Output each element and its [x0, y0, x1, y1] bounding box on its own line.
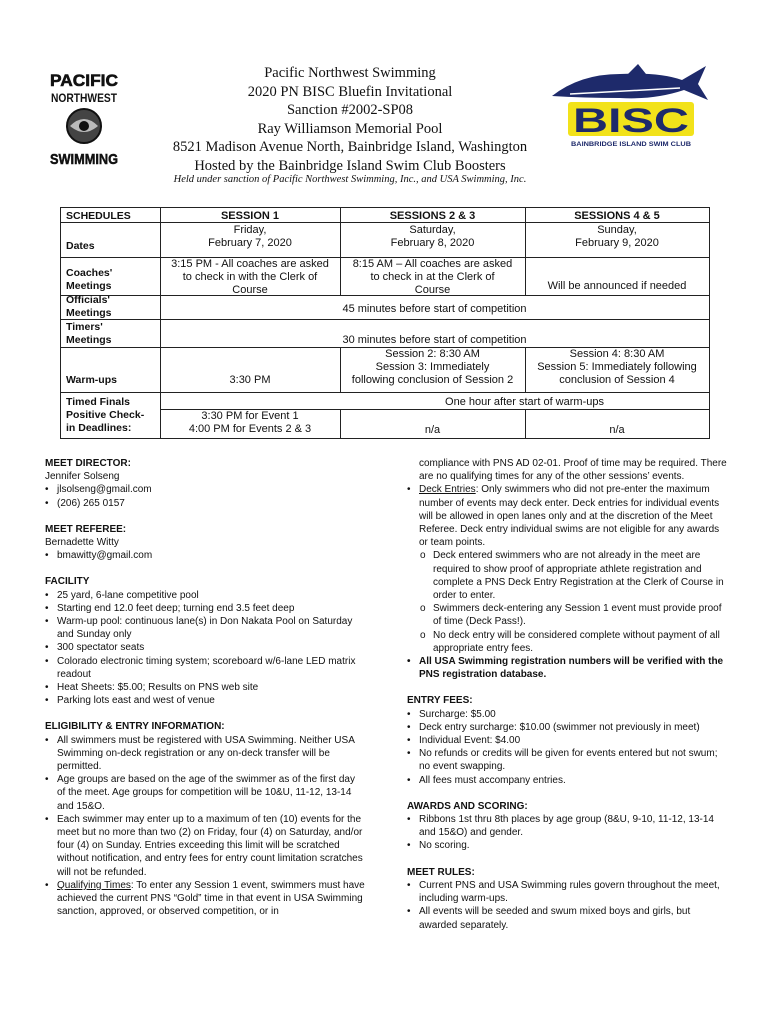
deck-entry-subitem: o No deck entry will be considered complete without payment of all appropriate entry fees.: [407, 629, 727, 655]
officials-label-line2: Meetings: [66, 307, 112, 319]
bisc-logo-subtitle: BAINBRIDGE ISLAND SWIM CLUB: [571, 141, 692, 148]
qualifying-times-text: : To enter any Session 1 event, swimmers must have achieved the current PNS “Gold” time in that event in USA Swimming sanction, approved, or observed competition, or in: [57, 879, 365, 918]
session1-day: Friday,: [233, 224, 267, 236]
meet-title: 2020 PN BISC Bluefin Invitational: [247, 83, 453, 100]
entry-fees-title: ENTRY FEES:: [407, 695, 473, 707]
sessions45-day: Sunday,: [597, 224, 637, 236]
officials-meetings-value: 45 minutes before start of competition: [342, 303, 527, 315]
meet-director-phone: • (206) 265 0157: [45, 497, 365, 510]
sessions23-date-text: February 8, 2020: [390, 237, 475, 249]
pool-address: 8521 Madison Avenue North, Bainbridge Island, Washington: [172, 139, 528, 155]
deadlines-label-line1: Positive Check-: [66, 409, 145, 421]
awards-item: • Ribbons 1st thru 8th places by age group (8&U, 9-10, 11-12, 13-14 and 15&O) and gender.: [407, 813, 727, 839]
host-line: Hosted by the Bainbridge Island Swim Club Boosters: [194, 157, 506, 174]
deck-entries-item: [407, 483, 727, 549]
eligibility-item: • All swimmers must be registered with USA Swimming. Neither USA Swimming on-deck registration or any on-deck transfer will be permitted.: [45, 734, 365, 774]
facility-item: • Starting end 12.0 feet deep; turning end 3.5 feet deep: [45, 602, 365, 615]
sessions23-date: [340, 224, 525, 250]
awards-title: AWARDS AND SCORING:: [407, 800, 528, 812]
timers-label-line1: Timers': [66, 321, 103, 333]
meet-director-email[interactable]: • jlsolseng@gmail.com: [45, 483, 365, 496]
sessions45-warmup: [525, 348, 709, 387]
qualifying-times-label: Qualifying Times: [57, 879, 131, 891]
facility-item: • Colorado electronic timing system; scoreboard w/6-lane LED matrix readout: [45, 655, 365, 681]
sessions23-coaches-line2: to check in at the Clerk of: [370, 271, 495, 283]
timed-finals-label: Timed Finals: [66, 396, 130, 408]
entry-fee-item: • Deck entry surcharge: $10.00 (swimmer not previously in meet): [407, 721, 727, 734]
deadlines-label-line2: in Deadlines:: [66, 422, 132, 434]
bisc-logo: [550, 62, 710, 150]
entry-fee-item: • No refunds or credits will be given for events entered but not swum; no event swapping.: [407, 747, 727, 773]
sanction-number: Sanction #2002-SP08: [286, 102, 414, 118]
meet-director-name: Jennifer Solseng: [45, 471, 120, 483]
meet-header: [150, 64, 550, 175]
sessions23-header: SESSIONS 2 & 3: [389, 210, 476, 222]
session1-date: [160, 224, 340, 250]
entry-fee-item: • Individual Event: $4.00: [407, 734, 727, 747]
sessions45-warmup-line2: Session 5: Immediately following: [537, 361, 697, 373]
coaches-label-line1: Coaches': [66, 267, 113, 279]
facility-title: FACILITY: [45, 576, 90, 588]
right-column: [407, 457, 727, 932]
dates-label: Dates: [66, 240, 95, 252]
session1-deadlines: [160, 410, 340, 436]
sessions23-day: Saturday,: [409, 224, 456, 236]
schedules-header: SCHEDULES: [66, 210, 131, 222]
pool-name: Ray Williamson Memorial Pool: [257, 120, 443, 137]
facility-item: • Warm-up pool: continuous lane(s) in Don Nakata Pool on Saturday and Sunday only: [45, 615, 365, 641]
eligibility-item: • Age groups are based on the age of the swimmer as of the first day of the meet. Age groups for competition will be 10&U, 11-12, 13-14 and 15&O.: [45, 773, 365, 813]
sessions23-warmup-line1: Session 2: 8:30 AM: [385, 348, 480, 360]
meet-rules-title: MEET RULES:: [407, 866, 475, 878]
sessions23-coaches: [340, 258, 525, 297]
facility-item: • 300 spectator seats: [45, 641, 365, 654]
warmups-label: Warm-ups: [66, 374, 117, 386]
meet-rules-item: • All events will be seeded and swum mixed boys and girls, but awarded separately.: [407, 905, 727, 931]
sessions23-coaches-line3: Course: [414, 284, 451, 296]
session1-coaches: [160, 258, 340, 297]
deck-entries-label: Deck Entries: [419, 484, 476, 496]
qualifying-times-continued: compliance with PNS AD 02-01. Proof of time may be required. There are no qualifying times for any of the other sessions’ events.: [419, 458, 727, 483]
sessions45-date: [525, 224, 709, 250]
entry-fee-item: • Surcharge: $5.00: [407, 708, 727, 721]
sessions45-header: SESSIONS 4 & 5: [574, 210, 660, 222]
meet-referee-name: Bernadette Witty: [45, 537, 119, 549]
bisc-logo-name: BISC: [573, 102, 689, 140]
officials-label-line1: Officials': [66, 294, 110, 306]
coaches-label-line2: Meetings: [66, 280, 112, 292]
pns-logo-top: PACIFIC: [50, 71, 118, 90]
sanction-note: Held under sanction of Pacific Northwest Swimming, Inc., and USA Swimming, Inc.: [173, 174, 527, 185]
pns-logo: [46, 64, 122, 172]
facility-item: • Parking lots east and west of venue: [45, 694, 365, 707]
sessions23-deadlines: n/a: [424, 424, 441, 436]
deck-entry-subitem: o Swimmers deck-entering any Session 1 event must provide proof of time (Deck Pass!).: [407, 602, 727, 628]
session1-coaches-line2: to check in with the Clerk of: [182, 271, 318, 283]
org-name: Pacific Northwest Swimming: [264, 65, 436, 81]
sessions45-coaches: Will be announced if needed: [547, 280, 687, 292]
timers-meetings-value: 30 minutes before start of competition: [342, 334, 527, 346]
session1-deadline-line2: 4:00 PM for Events 2 & 3: [188, 423, 312, 435]
deck-entries-text: : Only swimmers who did not pre-enter the maximum number of events may deck enter. Deck entries for individual events will be allowed in open lanes only and at the discretion of the Meet Referee. Deck entry individual swims are not eligible for any awards or team points.: [419, 484, 720, 549]
sessions23-warmup-line2: Session 3: Immediately: [375, 361, 490, 373]
timed-finals-value: One hour after start of warm-ups: [445, 396, 604, 408]
meet-referee-title: MEET REFEREE:: [45, 523, 127, 535]
sessions23-warmup-line3: following conclusion of Session 2: [351, 374, 514, 386]
session1-deadline-line1: 3:30 PM for Event 1: [201, 410, 299, 422]
facility-item: • 25 yard, 6-lane competitive pool: [45, 589, 365, 602]
meet-director-title: MEET DIRECTOR:: [45, 458, 131, 469]
eligibility-item: • Each swimmer may enter up to a maximum of ten (10) events for the meet but no more than two (2) on Friday, four (4) on Saturday, and/or four (4) on Sunday. Entries exceeding this limit will be scratched without notification, and entry fees for entry count limitation scratches will not be refunded.: [45, 813, 365, 879]
session1-coaches-line3: Course: [232, 284, 268, 296]
registration-verify-item: • All USA Swimming registration numbers will be verified with the PNS registration database.: [407, 655, 727, 681]
deadlines-label: [66, 409, 144, 435]
meet-referee-email[interactable]: • bmawitty@gmail.com: [45, 549, 365, 562]
pns-logo-bottom: SWIMMING: [50, 151, 118, 168]
timers-label-line2: Meetings: [66, 334, 112, 346]
session1-warmup: 3:30 PM: [229, 374, 271, 386]
sessions45-date-text: February 9, 2020: [575, 237, 659, 249]
timers-meetings-label: [66, 321, 112, 347]
sessions45-warmup-line1: Session 4: 8:30 AM: [569, 348, 665, 360]
session1-header: SESSION 1: [220, 210, 280, 222]
eligibility-title: ELIGIBILITY & ENTRY INFORMATION:: [45, 721, 225, 733]
sessions45-warmup-line3: conclusion of Session 4: [559, 374, 675, 386]
awards-item: • No scoring.: [407, 839, 727, 852]
coaches-meetings-label: [66, 267, 112, 293]
qualifying-times-item: [45, 879, 365, 919]
sessions23-coaches-line1: 8:15 AM – All coaches are asked: [352, 258, 513, 270]
entry-fee-item: • All fees must accompany entries.: [407, 774, 727, 787]
meet-rules-item: • Current PNS and USA Swimming rules govern throughout the meet, including warm-ups.: [407, 879, 727, 905]
session1-coaches-line1: 3:15 PM - All coaches are asked: [171, 258, 329, 270]
session1-date-text: February 7, 2020: [208, 237, 292, 249]
pns-logo-mid: NORTHWEST: [51, 91, 118, 105]
deck-entry-subitem: o Deck entered swimmers who are not already in the meet are required to show proof of appropriate athlete registration and complete a PNS Deck Entry Registration at the Clerk of Course in order to enter.: [407, 549, 727, 602]
officials-meetings-label: [66, 294, 112, 320]
facility-item: • Heat Sheets: $5.00; Results on PNS web site: [45, 681, 365, 694]
left-column: [45, 457, 365, 919]
bluefin-fish-icon: [552, 66, 708, 100]
sessions45-deadlines: n/a: [609, 424, 625, 436]
sessions23-warmup: [340, 348, 525, 387]
schedule-table: [60, 207, 710, 439]
